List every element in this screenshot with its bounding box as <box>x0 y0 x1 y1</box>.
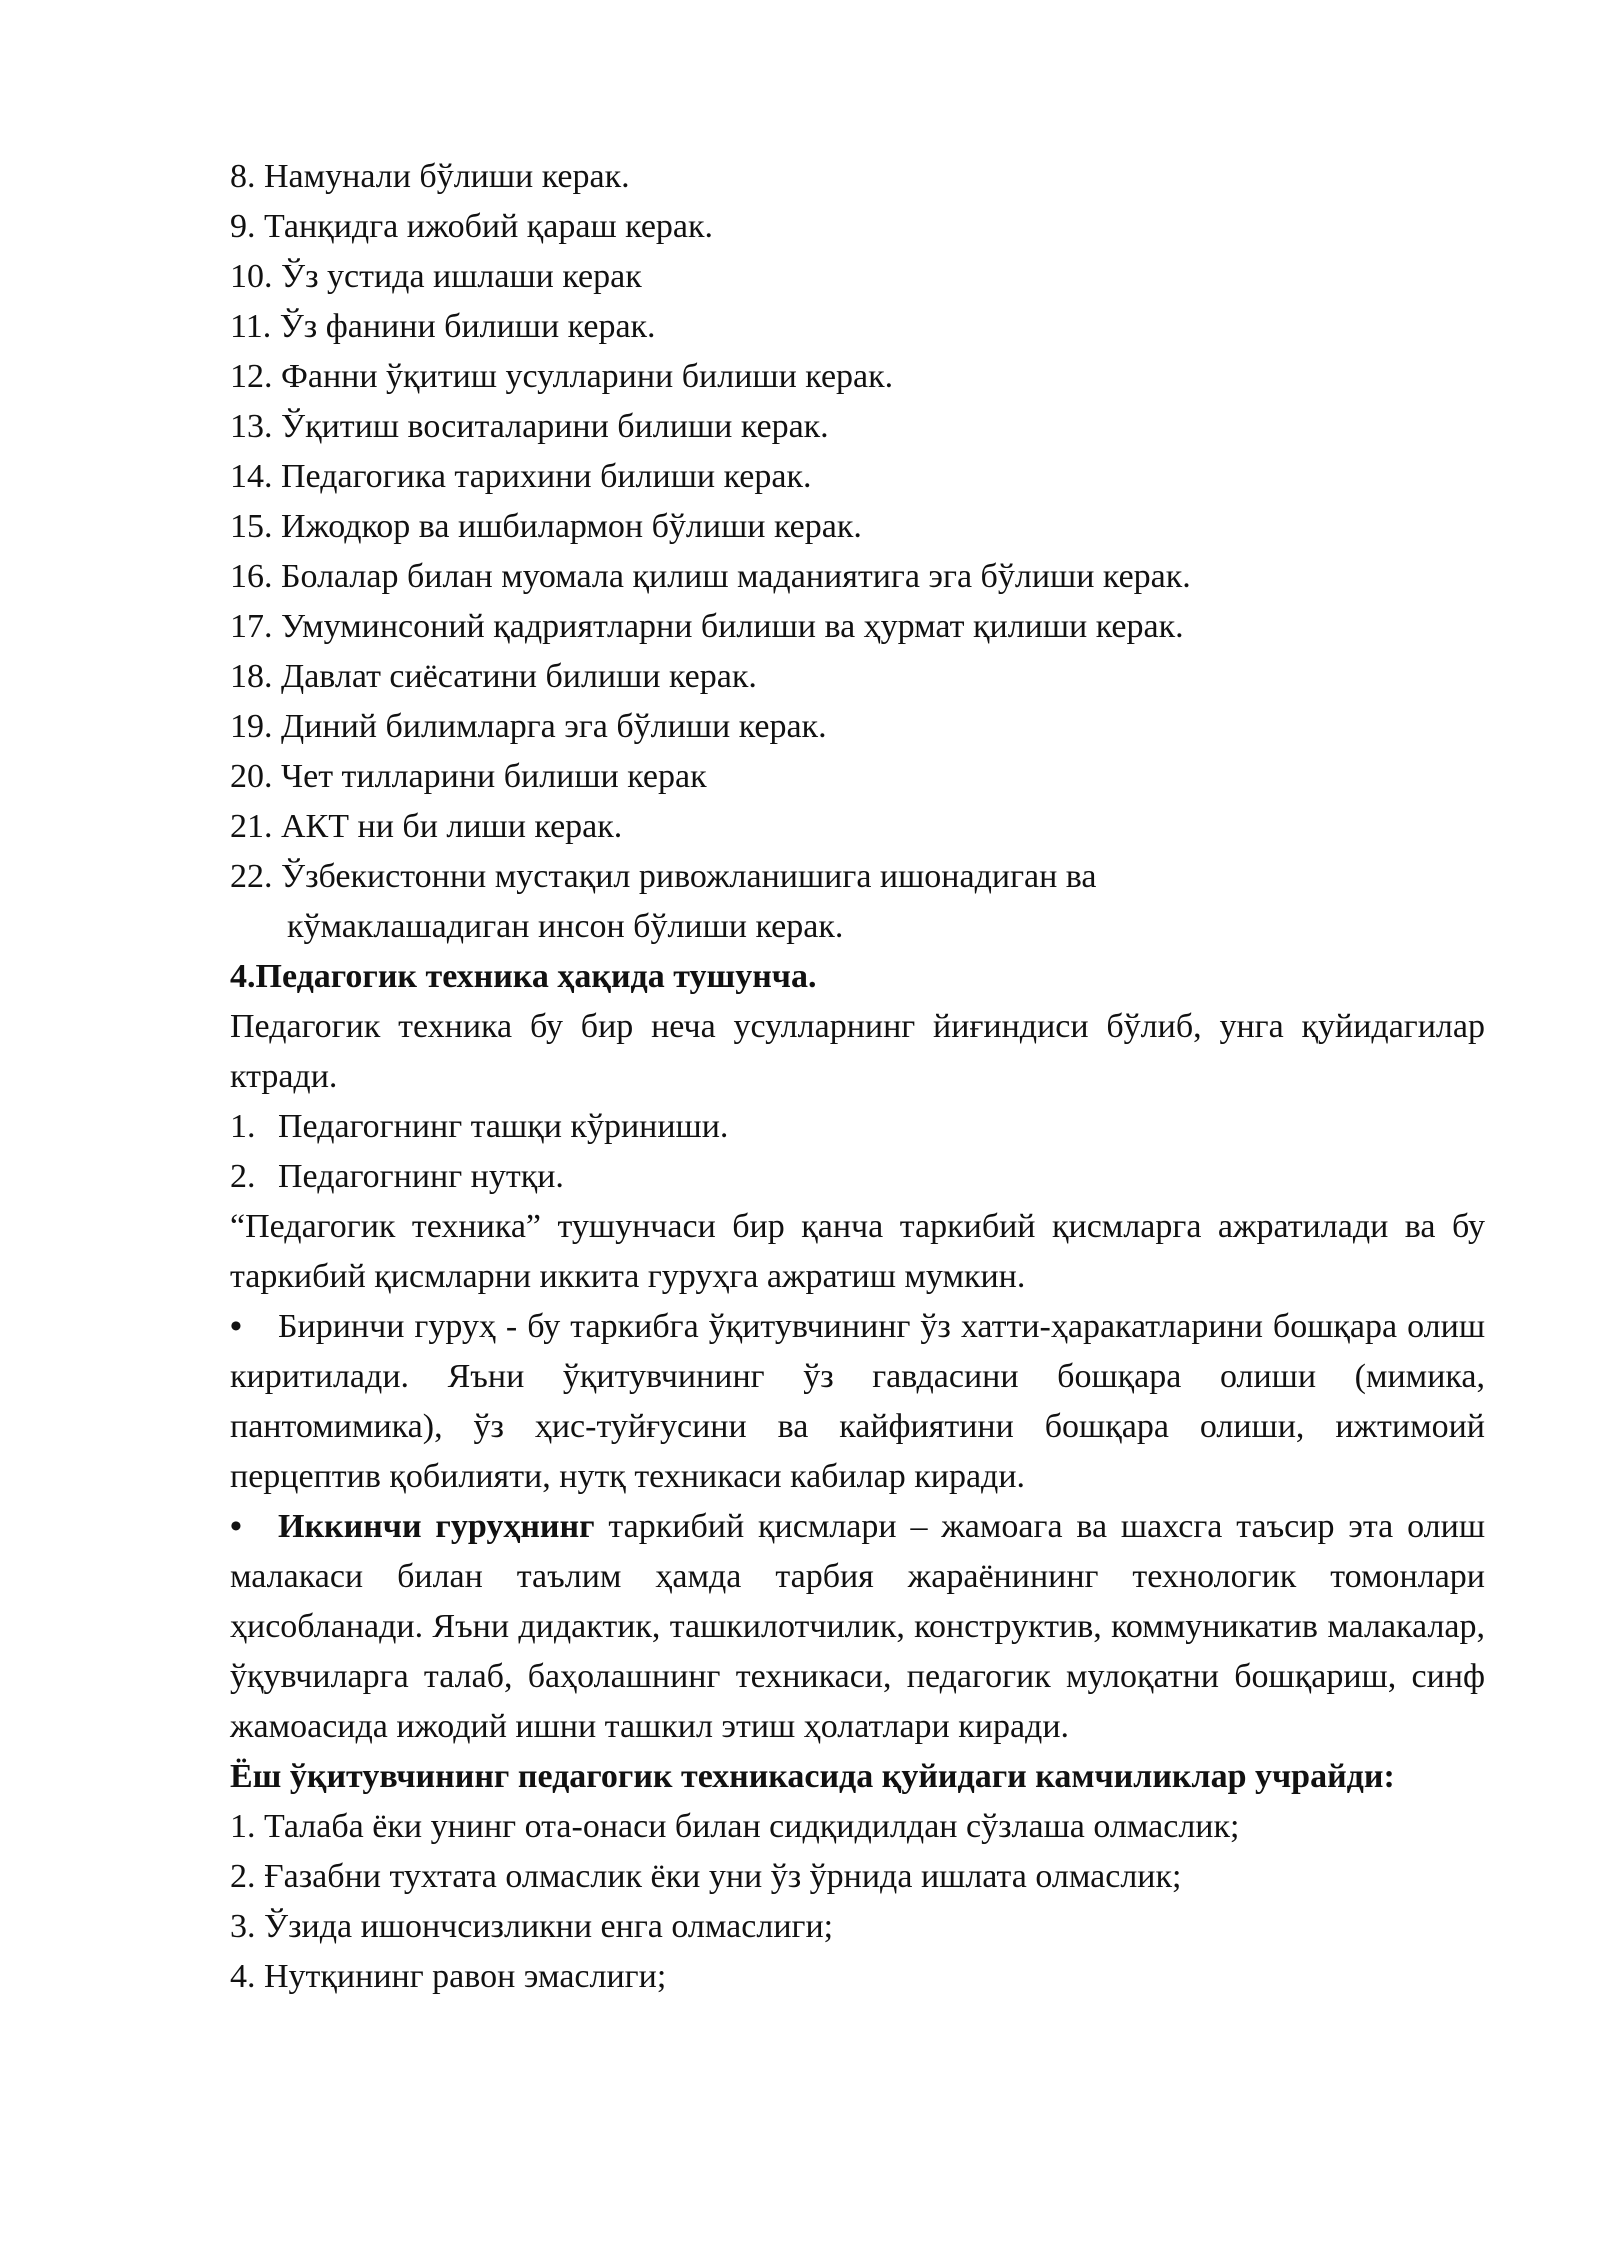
sub-item-1-number: 1. <box>230 1108 256 1145</box>
mistakes-heading: Ёш ўқитувчининг педагогик техникасида қуйидаги камчиликлар учрайди: <box>230 1758 1395 1795</box>
list-item: 17. Умуминсоний қадриятларни билиши ва ҳурмат қилиши керак. <box>230 608 1184 645</box>
bullet-group-2-bold-lead: Иккинчи гуруҳнинг <box>278 1508 595 1545</box>
list-item-22-line2: кўмаклашадиган инсон бўлиши керак. <box>287 908 844 945</box>
bullet-icon: • <box>230 1308 242 1345</box>
pedagogical-technique-paragraph: “Педагогик техника” тушунчаси бир қанча таркибий қисмларга ажратилади ва бу таркибий қисмларни иккита гуруҳга ажратиш мумкин. <box>230 1208 1485 1295</box>
list-item: 10. Ўз устида ишлаши керак <box>230 258 642 295</box>
list-item-22-line1: 22. Ўзбекистонни мустақил ривожланишига ишонадиган ва <box>230 858 1097 895</box>
bullet-group-2 <box>230 1502 1485 1752</box>
list-item: 20. Чет тилларини билиши керак <box>230 758 707 795</box>
list-item: 19. Диний билимларга эга бўлиши керак. <box>230 708 827 745</box>
bullet-group-1 <box>230 1302 1485 1502</box>
sub-item-2 <box>230 1152 1485 1202</box>
qualities-list <box>230 152 1485 952</box>
list-item: 12. Фанни ўқитиш усулларини билиши керак. <box>230 358 894 395</box>
list-item: 11. Ўз фанини билиши керак. <box>230 308 656 345</box>
list-item: 15. Ижодкор ва ишбилармон бўлиши керак. <box>230 508 862 545</box>
list-item: 21. АКТ ни би лиши керак. <box>230 808 623 845</box>
sub-item-2-number: 2. <box>230 1158 256 1195</box>
list-item: 9. Танқидга ижобий қараш керак. <box>230 208 714 245</box>
mistake-item: 2. Ғазабни тухтата олмаслик ёки уни ўз ўрнида ишлата олмаслик; <box>230 1858 1182 1895</box>
sub-item-2-text: Педагогнинг нутқи. <box>278 1158 564 1195</box>
document-page <box>230 152 1485 2002</box>
list-item: 16. Болалар билан муомала қилиш маданиятига эга бўлиши керак. <box>230 558 1191 595</box>
bullet-group-2-text: таркибий қисмлари – жамоага ва шахсга таъсир эта олиш малакаси билан таълим ҳамда тарбия жараёнининг технологик томонлари ҳисобланади. Яъни дидактик, ташкилотчилик, конструктив, коммуникатив малакалар, ўқувчиларга талаб, баҳолашнинг техникаси, педагогик мулоқатни бошқариш, синф жамоасида ижодий ишни ташкил этиш ҳолатлари киради. <box>230 1508 1486 1745</box>
mistakes-list <box>230 1802 1485 2002</box>
list-item: 13. Ўқитиш воситаларини билиши керак. <box>230 408 829 445</box>
sub-item-1 <box>230 1102 1485 1152</box>
sub-item-1-text: Педагогнинг ташқи кўриниши. <box>278 1108 729 1145</box>
list-item: 14. Педагогика тарихини билиши керак. <box>230 458 812 495</box>
bullet-icon: • <box>230 1508 242 1545</box>
bullet-group-1-text: Биринчи гуруҳ - бу таркибга ўқитувчининг ўз хатти-ҳаракатларини бошқара олиш киритилади. Яъни ўқитувчининг ўз гавдасини бошқара олиши (мимика, пантомимика), ўз ҳис-туйғусини ва кайфиятини бошқара олиши, ижтимоий перцептив қобилияти, нутқ техникаси кабилар киради. <box>230 1308 1485 1495</box>
section-4-intro: Педагогик техника бу бир неча усулларнинг йиғиндиси бўлиб, унга қуйидагилар ктради. <box>230 1008 1485 1095</box>
list-item: 18. Давлат сиёсатини билиши керак. <box>230 658 757 695</box>
list-item: 8. Намунали бўлиши керак. <box>230 158 630 195</box>
mistake-item: 1. Талаба ёки унинг ота-онаси билан сидқидилдан сўзлаша олмаслик; <box>230 1808 1240 1845</box>
section-4-heading: 4.Педагогик техника ҳақида тушунча. <box>230 958 817 995</box>
mistake-item: 3. Ўзида ишончсизликни енга олмаслиги; <box>230 1908 834 1945</box>
mistake-item: 4. Нутқининг равон эмаслиги; <box>230 1958 667 1995</box>
